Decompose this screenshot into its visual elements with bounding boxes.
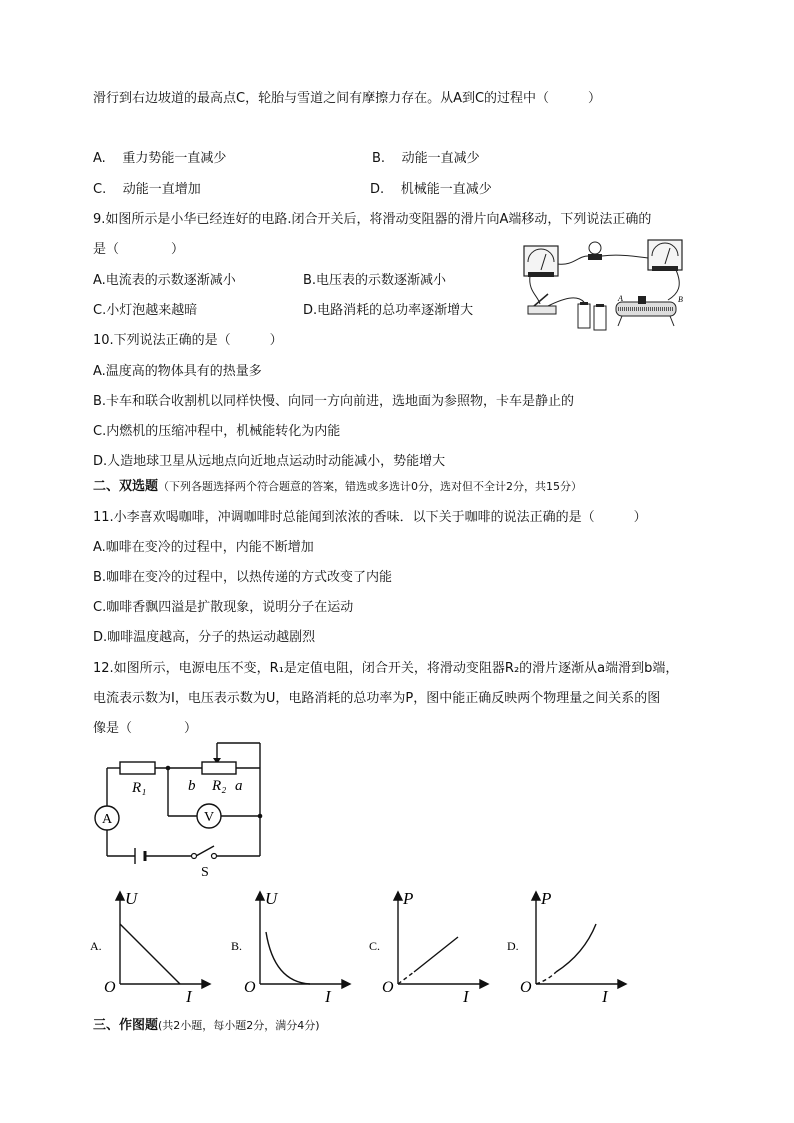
- junction-dot: [258, 814, 263, 819]
- end-a-label: a: [235, 778, 243, 794]
- graph-c-option: C.: [369, 939, 381, 953]
- graph-c-origin: O: [382, 979, 394, 996]
- graph-c-x-label: I: [463, 987, 469, 1006]
- q12-stem-line2: 电流表示数为I，电压表示数为U，电路消耗的总功率为P，图中能正确反映两个物理量之间关系的图: [93, 691, 661, 706]
- graph-a-x-label: I: [186, 987, 192, 1006]
- graph-b-origin: O: [244, 979, 256, 996]
- switch-label: S: [201, 865, 209, 878]
- q8-option-d: [370, 181, 492, 199]
- battery-device: [578, 302, 606, 330]
- option-text: 机械能一直减少: [400, 182, 492, 197]
- section2-heading: [93, 478, 582, 496]
- q9-stem-line2: 是（ ）: [93, 242, 185, 257]
- section3-title: 三、作图题: [93, 1018, 159, 1033]
- q12-stem-line3: 像是（ ）: [93, 721, 198, 736]
- q12-stem-line1: 12.如图所示，电源电压不变，R₁是定值电阻，闭合开关，将滑动变阻器R₂的滑片逐渐从a端滑到b端，: [93, 661, 679, 676]
- graph-d-origin: O: [520, 979, 532, 996]
- q9-option-b: B.电压表的示数逐渐减小: [303, 273, 447, 288]
- end-b-label: b: [188, 778, 196, 794]
- graph-d-y-label: P: [541, 889, 552, 908]
- q11-option-b: B.咖啡在变冷的过程中，以热传递的方式改变了内能: [93, 570, 393, 585]
- r1-label: R₁: [132, 780, 147, 796]
- option-label: B.: [372, 151, 386, 166]
- q9-option-c: C.小灯泡越来越暗: [93, 303, 198, 318]
- ammeter-device: [524, 246, 558, 277]
- graph-a-curve: [120, 924, 180, 984]
- q11-stem: 11.小李喜欢喝咖啡，冲调咖啡时总能闻到浓浓的香味．以下关于咖啡的说法正确的是（ ）: [93, 510, 647, 525]
- q9-circuit-figure: [518, 236, 690, 336]
- resistor-r1-symbol: [120, 762, 155, 774]
- option-text: 重力势能一直减少: [122, 151, 227, 166]
- q10-stem: 10.下列说法正确的是（ ）: [93, 333, 283, 348]
- graph-b-x-label: I: [325, 987, 331, 1006]
- graph-b-y-label: U: [265, 889, 278, 908]
- switch-contact: [192, 854, 197, 859]
- option-text: 动能一直增加: [122, 182, 201, 197]
- graph-c-y-label: P: [403, 889, 414, 908]
- graph-d-option: D.: [507, 939, 519, 953]
- option-label: C.: [93, 182, 107, 197]
- q9-option-a: A.电流表的示数逐渐减小: [93, 273, 236, 288]
- q8-stem-tail: 滑行到右边坡道的最高点C，轮胎与雪道之间有摩擦力存在。从A到C的过程中（ ）: [93, 91, 602, 106]
- q11-option-d: D.咖啡温度越高，分子的热运动越剧烈: [93, 630, 316, 645]
- junction-dot: [166, 766, 171, 771]
- ammeter-label: A: [102, 812, 113, 827]
- graph-a-option: A.: [90, 939, 102, 953]
- option-text: 动能一直减少: [401, 151, 480, 166]
- voltmeter-label: V: [204, 810, 215, 825]
- q8-option-c: [93, 181, 201, 199]
- q10-option-b: B.卡车和联合收割机以同样快慢、向同一方向前进，选地面为参照物，卡车是静止的: [93, 394, 575, 409]
- section3-heading: [93, 1017, 320, 1035]
- graph-d-curve: [556, 924, 596, 972]
- switch-contact: [212, 854, 217, 859]
- q12-circuit-diagram: [90, 738, 270, 878]
- section2-note: （下列各题选择两个符合题意的答案，错选或多选计0分，选对但不全计2分，共15分）: [158, 480, 583, 493]
- section2-title: 二、双选题: [93, 479, 159, 494]
- q10-option-c: C.内燃机的压缩冲程中，机械能转化为内能: [93, 424, 341, 439]
- q11-option-a: A.咖啡在变冷的过程中，内能不断增加: [93, 540, 314, 555]
- q9-option-d: D.电路消耗的总功率逐渐增大: [303, 303, 474, 318]
- option-label: A.: [93, 151, 106, 166]
- option-label: D.: [370, 182, 385, 197]
- q10-option-a: A.温度高的物体具有的热量多: [93, 364, 262, 379]
- graph-a-y-label: U: [125, 889, 138, 908]
- section3-note: (共2小题，每小题2分，满分4分): [158, 1019, 320, 1032]
- graph-a-origin: O: [104, 979, 116, 996]
- q8-option-a: [93, 150, 226, 168]
- graph-b-option: B.: [231, 939, 243, 953]
- rheostat-device: [616, 296, 676, 326]
- graph-c-curve: [414, 937, 458, 972]
- q12-graph-options: [88, 888, 648, 1006]
- voltmeter-device: [648, 240, 682, 271]
- q11-option-c: C.咖啡香飘四溢是扩散现象，说明分子在运动: [93, 600, 354, 615]
- q8-option-b: [372, 150, 480, 168]
- graph-d-x-label: I: [602, 987, 608, 1006]
- bulb-device: [588, 242, 602, 260]
- q9-stem-line1: 9.如图所示是小华已经连好的电路.闭合开关后，将滑动变阻器的滑片向A端移动，下列说法正确的: [93, 212, 652, 227]
- graph-b-curve: [266, 932, 310, 984]
- rheostat-r2-symbol: [202, 762, 236, 774]
- rheostat-end-a-label: A: [618, 294, 623, 303]
- rheostat-end-b-label: B: [678, 295, 683, 304]
- r2-label: R₂: [212, 778, 227, 794]
- q10-option-d: D.人造地球卫星从远地点向近地点运动时动能减小，势能增大: [93, 454, 446, 469]
